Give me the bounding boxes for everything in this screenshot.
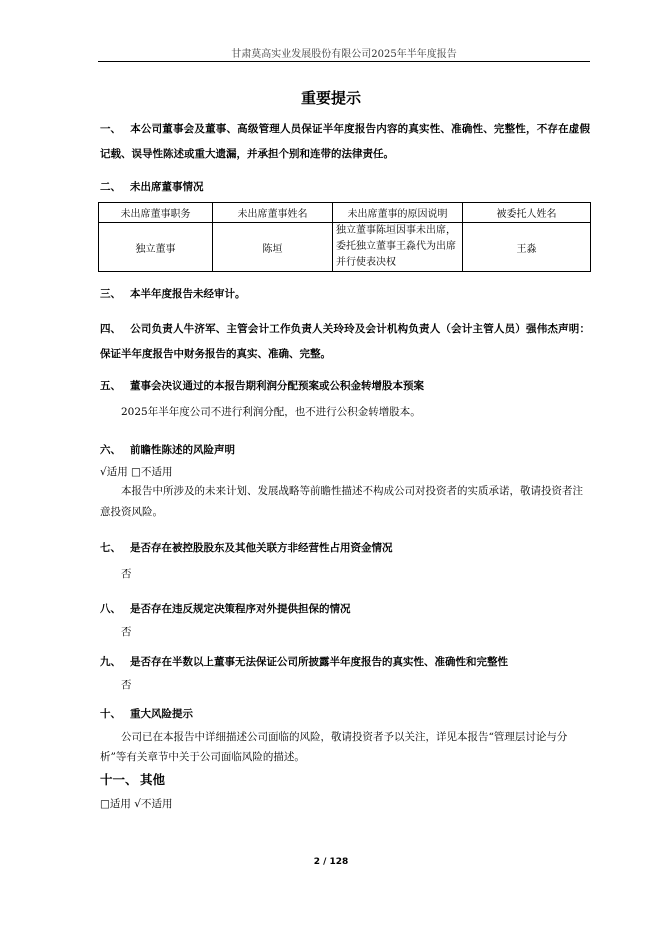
section-5 [100,375,590,397]
section-5-body: 2025年半年度公司不进行利润分配，也不进行公积金转增股本。 [121,406,421,418]
section-6-options: √适用 □不适用 [100,466,173,478]
page-number: 2 / 128 [313,857,349,867]
section-1-number: 一、 [100,123,121,135]
section-6 [100,439,590,461]
table-cell: 独立董事 [99,223,213,272]
section-9-answer: 否 [121,679,132,691]
section-11-number: 十一、 [100,772,138,787]
table-row [99,223,591,272]
section-2-text: 未出席董事情况 [130,181,204,193]
section-11-text: 其他 [140,772,166,787]
section-9-text: 是否存在半数以上董事无法保证公司所披露半年度报告的真实性、准确性和完整性 [130,656,508,668]
section-9-number: 九、 [100,656,121,668]
section-6-body: 本报告中所涉及的未来计划、发展战略等前瞻性描述不构成公司对投资者的实质承诺，敬请投资者注意投资风险。 [100,485,583,518]
section-10-number: 十、 [100,708,121,720]
section-4 [100,317,590,367]
section-2-number: 二、 [100,181,121,193]
section-8-number: 八、 [100,603,121,615]
table-cell: 陈垣 [213,223,333,272]
section-5-number: 五、 [100,380,121,392]
table-header-row [99,203,591,223]
section-8 [100,598,590,620]
section-11-options: □适用 √不适用 [100,798,173,810]
section-10-body: 公司已在本报告中详细描述公司面临的风险，敬请投资者予以关注，详见本报告“管理层讨论与分析”等有关章节中关于公司面临风险的描述。 [100,731,568,763]
section-7 [100,537,590,559]
section-7-answer: 否 [121,568,132,580]
table-header-cell: 被委托人姓名 [463,203,591,223]
section-6-text: 前瞻性陈述的风险声明 [130,444,235,456]
table-header-cell: 未出席董事姓名 [213,203,333,223]
section-2 [100,176,590,198]
section-7-text: 是否存在被控股股东及其他关联方非经营性占用资金情况 [130,542,393,554]
absent-directors-table [98,202,591,272]
table-cell: 王淼 [463,223,591,272]
section-4-number: 四、 [100,323,121,335]
section-1 [100,117,590,167]
section-8-answer: 否 [121,626,132,638]
section-5-text: 董事会决议通过的本报告期利润分配预案或公积金转增股本预案 [130,380,424,392]
section-3-number: 三、 [100,288,121,300]
section-3 [100,283,590,305]
section-7-number: 七、 [100,542,121,554]
section-10 [100,703,590,725]
running-header: 甘肃莫高实业发展股份有限公司2025年半年度报告 [231,49,457,60]
section-8-text: 是否存在违反规定决策程序对外提供担保的情况 [130,603,351,615]
page-title: 重要提示 [300,89,361,107]
section-3-text: 本半年度报告未经审计。 [130,288,246,300]
section-1-text: 本公司董事会及董事、高级管理人员保证半年度报告内容的真实性、准确性、完整性，不存在虚假记载、误导性陈述或重大遗漏，并承担个别和连带的法律责任。 [100,123,590,160]
section-10-text: 重大风险提示 [130,708,193,720]
table-header-cell: 未出席董事职务 [99,203,213,223]
section-4-text: 公司负责人牛济军、主管会计工作负责人关玲玲及会计机构负责人（会计主管人员）强伟杰声明：保证半年度报告中财务报告的真实、准确、完整。 [100,323,590,360]
section-11 [100,770,590,788]
section-6-number: 六、 [100,444,121,456]
table-header-cell: 未出席董事的原因说明 [333,203,463,223]
table-cell: 独立董事陈垣因事未出席，委托独立董事王淼代为出席并行使表决权 [333,223,463,272]
header-rule [98,61,590,62]
section-9 [100,651,590,673]
